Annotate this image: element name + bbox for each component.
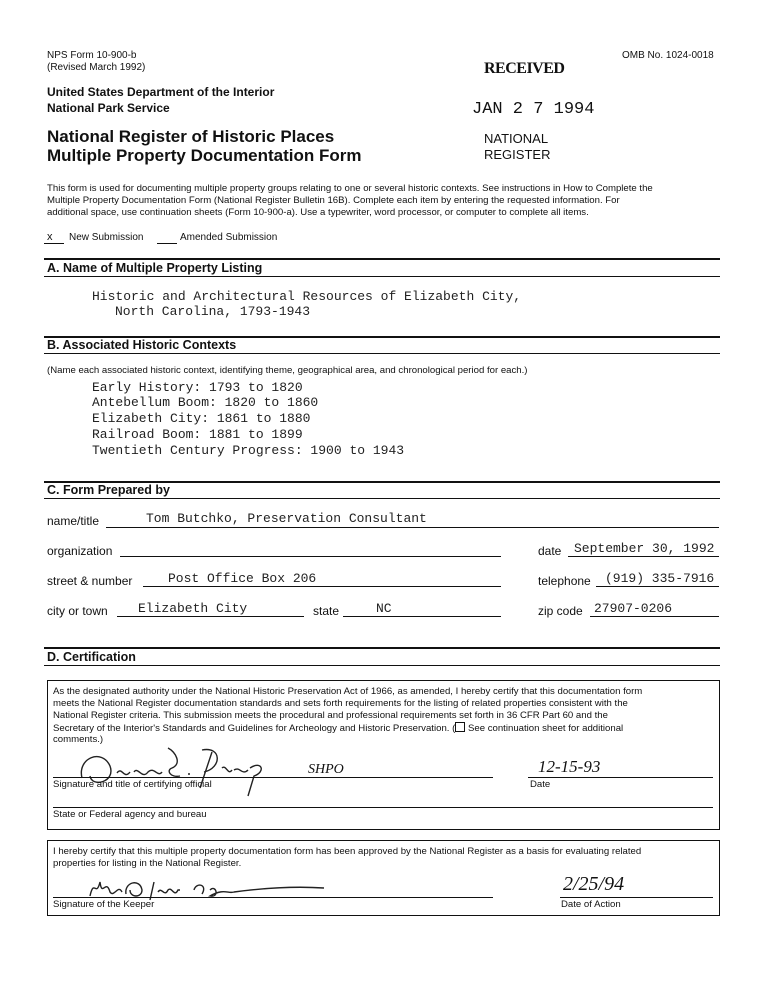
received-stamp: RECEIVED xyxy=(484,60,565,77)
cert-line-4 xyxy=(53,722,623,734)
organization-field[interactable] xyxy=(120,556,501,557)
cert-line-2: meets the National Register documentation standards and sets forth requirements for the listing of related properties consistent with the xyxy=(53,698,628,709)
name-title-label: name/title xyxy=(47,514,100,528)
street-label: street & number xyxy=(47,574,133,588)
form-title-2: Multiple Property Documentation Form xyxy=(47,146,362,165)
form-number: NPS Form 10-900-b xyxy=(47,50,137,61)
cert-date-label: Date xyxy=(530,779,551,790)
date-label: date xyxy=(538,544,562,558)
context-item[interactable]: Early History: 1793 to 1820 xyxy=(92,380,303,395)
omb-number: OMB No. 1024-0018 xyxy=(622,50,714,61)
city-line xyxy=(117,616,304,617)
keeper-date-label: Date of Action xyxy=(561,899,621,910)
new-submission-check: x xyxy=(47,231,53,243)
name-title-field[interactable]: Tom Butchko, Preservation Consultant xyxy=(146,511,427,526)
organization-label: organization xyxy=(47,544,113,558)
keeper-line-1: I hereby certify that this multiple property documentation form has been approved by the National Register as a basis for evaluating related xyxy=(53,846,642,857)
zip-label: zip code xyxy=(538,604,583,618)
state-line xyxy=(343,616,501,617)
amended-submission-label: Amended Submission xyxy=(180,232,278,243)
context-item[interactable]: Antebellum Boom: 1820 to 1860 xyxy=(92,395,319,410)
cert-line-4-text: Secretary of the Interior's Standards and Guidelines for Archeology and Historic Preservation. ( xyxy=(53,723,456,734)
telephone-line xyxy=(596,586,719,587)
intro-line-2: Multiple Property Documentation Form (National Register Bulletin 16B). Complete each item by entering the requested information. For xyxy=(47,195,620,206)
amended-submission-blank[interactable] xyxy=(157,243,177,244)
agency: National Park Service xyxy=(47,101,170,115)
keeper-line-2: properties for listing in the National Register. xyxy=(53,858,242,869)
cert-line-1: As the designated authority under the National Historic Preservation Act of 1966, as amended, I hereby certify that this documentation form xyxy=(53,686,643,697)
date-line xyxy=(568,556,719,557)
city-label: city or town xyxy=(47,604,108,618)
telephone-field[interactable]: (919) 335-7916 xyxy=(605,571,715,586)
section-b-underline xyxy=(44,353,720,354)
agency-line[interactable] xyxy=(53,807,713,808)
stamp-date: JAN 2 7 1994 xyxy=(472,100,595,119)
cert-date-line xyxy=(528,777,713,778)
section-a-underline xyxy=(44,276,720,277)
intro-line-3: additional space, use continuation sheets (Form 10-900-a). Use a typewriter, word processor, or computer to complete all items. xyxy=(47,207,589,218)
street-line xyxy=(143,586,501,587)
certification-date[interactable]: 12-15-93 xyxy=(538,757,601,776)
state-field[interactable]: NC xyxy=(376,601,392,616)
new-submission-label: New Submission xyxy=(69,232,144,243)
section-a-rule xyxy=(44,258,720,260)
section-d-underline xyxy=(44,665,720,666)
stamp-national: NATIONAL xyxy=(484,131,549,146)
section-c-heading: C. Form Prepared by xyxy=(47,483,170,497)
zip-field[interactable]: 27907-0206 xyxy=(594,601,673,616)
department: United States Department of the Interior xyxy=(47,85,275,99)
signature-label: Signature and title of certifying official xyxy=(53,779,212,790)
signature-title: SHPO xyxy=(308,762,344,777)
section-d-rule xyxy=(44,647,720,649)
context-item[interactable]: Twentieth Century Progress: 1900 to 1943 xyxy=(92,443,405,458)
context-item[interactable]: Elizabeth City: 1861 to 1880 xyxy=(92,411,311,426)
cert-line-3: National Register criteria. This submission meets the procedural and professional requirements set forth in 36 CFR Part 60 and the xyxy=(53,710,608,721)
telephone-label: telephone xyxy=(538,574,591,588)
state-label: state xyxy=(313,604,340,618)
street-field[interactable]: Post Office Box 206 xyxy=(168,571,317,586)
keeper-date[interactable]: 2/25/94 xyxy=(563,873,625,895)
date-field[interactable]: September 30, 1992 xyxy=(574,541,715,556)
section-d-heading: D. Certification xyxy=(47,650,136,664)
section-a-heading: A. Name of Multiple Property Listing xyxy=(47,261,263,275)
intro-line-1: This form is used for documenting multiple property groups relating to one or several historic contexts. See instructions in How to Complete the xyxy=(47,183,653,194)
section-c-underline xyxy=(44,498,720,499)
signature-line xyxy=(53,777,493,778)
new-submission-blank[interactable] xyxy=(44,243,64,244)
form-revised: (Revised March 1992) xyxy=(47,62,146,73)
stamp-register: REGISTER xyxy=(484,147,551,162)
form-title-1: National Register of Historic Places xyxy=(47,127,335,146)
zip-line xyxy=(590,616,719,617)
property-name-line-1[interactable]: Historic and Architectural Resources of Elizabeth City, xyxy=(92,289,522,304)
keeper-date-line xyxy=(560,897,713,898)
name-title-line xyxy=(106,527,719,528)
keeper-signature-line xyxy=(53,897,493,898)
cert-line-5: comments.) xyxy=(53,734,104,745)
keeper-signature-label: Signature of the Keeper xyxy=(53,899,155,910)
city-field[interactable]: Elizabeth City xyxy=(138,601,248,616)
cert-line-4b-text: See continuation sheet for additional xyxy=(465,723,624,734)
property-name-line-2[interactable]: North Carolina, 1793-1943 xyxy=(115,304,311,319)
section-b-heading: B. Associated Historic Contexts xyxy=(47,338,237,352)
agency-label: State or Federal agency and bureau xyxy=(53,809,207,820)
contexts-instruction: (Name each associated historic context, identifying theme, geographical area, and chronological period for each.) xyxy=(47,365,528,376)
context-item[interactable]: Railroad Boom: 1881 to 1899 xyxy=(92,427,303,442)
continuation-checkbox[interactable] xyxy=(455,722,465,732)
